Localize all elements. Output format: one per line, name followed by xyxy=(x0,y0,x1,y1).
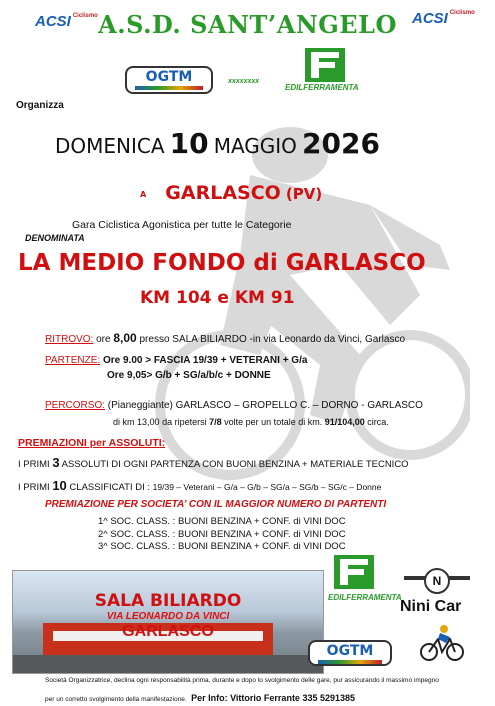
acsi-logo-right: ACSI $^{Ciclismo}$ xyxy=(412,10,475,27)
nini-car-logo: N Nini Car xyxy=(400,568,470,618)
sala-city: GARLASCO xyxy=(122,623,214,640)
organizza-label: Organizza xyxy=(16,100,64,111)
societa-row: 2^ SOC. CLASS. : BUONI BENZINA + CONF. di VINI DOC xyxy=(98,528,346,540)
edilferramenta-icon xyxy=(334,555,374,589)
cyclist-clipart-icon xyxy=(420,625,464,661)
event-location: A GARLASCO (PV) xyxy=(140,182,323,204)
partenze-line1: PARTENZE: Ore 9.00 > FASCIA 19/39 + VETERANI + G/a xyxy=(45,355,308,366)
percorso-line1: PERCORSO: (Pianeggiante) GARLASCO – GROPELLO C. – DORNO - GARLASCO xyxy=(45,400,423,411)
footer-info: per un corretto svolgimento della manifestazione. Per Info: Vittorio Ferrante 335 5291385 xyxy=(45,693,355,703)
premiazioni-societa-heading: PREMIAZIONE PER SOCIETA’ CON IL MAGGIOR NUMERO DI PARTENTI xyxy=(45,499,387,510)
club-title: A.S.D. SANT’ANGELO xyxy=(98,10,397,39)
event-date: DOMENICA 10 MAGGIO 2026 xyxy=(55,127,380,160)
race-distances: KM 104 e KM 91 xyxy=(140,288,295,308)
premiazioni-societa-list xyxy=(98,516,346,554)
denominata-label: DENOMINATA xyxy=(25,233,85,243)
premiazioni-assoluti-line2: I PRIMI 10 CLASSIFICATI DI : 19/39 – Veterani – G/a – G/b – SG/a – SG/b – SG/c – Donne xyxy=(18,478,382,493)
premiazioni-assoluti-line1: I PRIMI 3 ASSOLUTI DI OGNI PARTENZA CON BUONI BENZINA + MATERIALE TECNICO xyxy=(18,455,409,470)
sala-name: SALA BILIARDO xyxy=(94,591,242,611)
ogtm-logo-top: OGTM xyxy=(125,66,213,94)
edilferramenta-logo-top: EDILFERRAMENTA xyxy=(285,48,365,93)
footer-disclaimer: Società Organizzatrice, declina ogni responsabilità prima, durante e dopo lo svolgimento delle gare, pur assicurando il massimo impegno xyxy=(45,677,439,684)
percorso-line2: di km 13,00 da ripetersi 7/8 volte per un totale di km. 91/104,00 circa. xyxy=(113,417,389,427)
stars-separator: xxxxxxxx xyxy=(228,78,260,85)
sala-biliardo-photo xyxy=(12,570,324,674)
premiazioni-assoluti-heading: PREMIAZIONI per ASSOLUTI: xyxy=(18,437,166,449)
edilferramenta-logo-bottom: EDILFERRAMENTA xyxy=(322,555,392,605)
societa-row: 1^ SOC. CLASS. : BUONI BENZINA + CONF. di VINI DOC xyxy=(98,516,346,527)
ritrovo-line: RITROVO: ore 8,00 presso SALA BILIARDO -in via Leonardo da Vinci, Garlasco xyxy=(45,331,406,345)
sala-address: VIA LEONARDO DA VINCI xyxy=(106,611,230,622)
societa-row: 3^ SOC. CLASS. : BUONI BENZINA + CONF. di VINI DOC xyxy=(98,541,346,552)
partenze-line2: Ore 9,05> G/b + SG/a/b/c + DONNE xyxy=(107,370,271,381)
race-description: Gara Ciclistica Agonistica per tutte le Categorie xyxy=(72,219,292,231)
ogtm-logo-bottom: OGTM xyxy=(308,640,392,666)
nini-n-icon: N xyxy=(424,568,450,594)
race-name: LA MEDIO FONDO di GARLASCO xyxy=(18,250,426,276)
edilferramenta-icon xyxy=(305,48,345,82)
acsi-logo-left: ACSI $^{Ciclismo}$ xyxy=(35,13,98,30)
